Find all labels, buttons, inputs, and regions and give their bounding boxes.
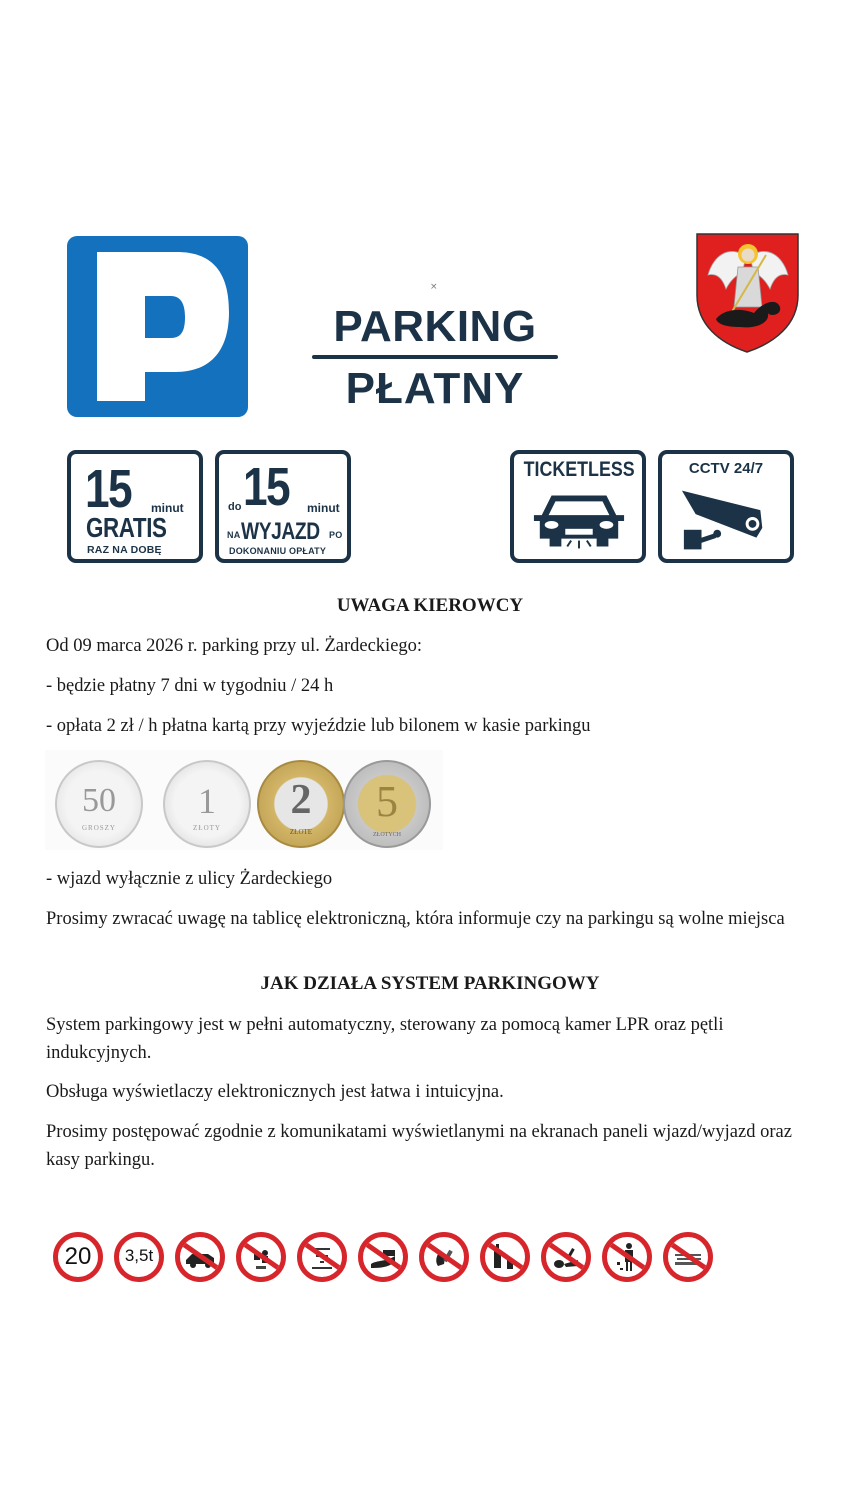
system-paragraph-1: System parkingowy jest w pełni automatyczny, sterowany za pomocą kamer LPR oraz pętli indukcyjnych. (46, 1015, 724, 1063)
tile-number: 15 (85, 459, 131, 519)
title-line-1: PARKING (333, 302, 537, 351)
no-begging-sign (358, 1232, 408, 1282)
notice-entry: - wjazd wyłącznie z ulicy Żardeckiego (46, 869, 333, 889)
no-littering-sign (602, 1232, 652, 1282)
tile-sub: DOKONANIU OPŁATY (229, 546, 327, 556)
coin-5-zlotych: 5 ZŁOTYCH (343, 760, 431, 848)
tile-main-prefix: NA (227, 530, 241, 540)
tile-prefix: do (228, 501, 242, 513)
tile-ticketless (510, 450, 646, 563)
tile-unit: minut (307, 501, 340, 515)
title-line-2: PŁATNY (345, 364, 525, 413)
parking-p-icon (67, 236, 248, 417)
notice-intro: Od 09 marca 2026 r. parking przy ul. Żardeckiego: (46, 636, 423, 656)
notice-item-1: - będzie płatny 7 dni w tygodniu / 24 h (46, 676, 334, 696)
coin-2-zlote: 2 ZŁOTE (257, 760, 345, 848)
system-paragraph-3: Prosimy postępować zgodnie z komunikatami wyświetlanymi na ekranach paneli wjazd/wyjazd oraz kasy parkingu. (46, 1122, 792, 1170)
tile-unit: minut (151, 501, 184, 515)
tile-main: GRATIS (86, 512, 167, 543)
notice-board-info: Prosimy zwracać uwagę na tablicę elektroniczną, która informuje czy na parkingu są wolne miejsca (46, 909, 785, 929)
tile-main-suffix: PO (329, 530, 343, 540)
city-crest-icon (696, 233, 799, 353)
accepted-coins-image (45, 750, 443, 850)
system-paragraph-2: Obsługa wyświetlaczy elektronicznych jest łatwa i intuicyjna. (46, 1082, 504, 1102)
car-icon (530, 488, 628, 552)
no-trading-sign (297, 1232, 347, 1282)
title-divider (312, 355, 558, 359)
speed-limit-20-sign: 20 (53, 1232, 103, 1282)
notice-item-2: - opłata 2 zł / h płatna kartą przy wyjeździe lub bilonem w kasie parkingu (46, 716, 591, 736)
coin-50-groszy: 50 GROSZY (55, 760, 143, 848)
coin-1-zloty: 1 ZŁOTY (163, 760, 251, 848)
no-camping-sign (236, 1232, 286, 1282)
weight-limit-3-5t-sign: 3,5t (114, 1232, 164, 1282)
system-heading: JAK DZIAŁA SYSTEM PARKINGOWY (260, 973, 600, 994)
tile-title: CCTV 24/7 (688, 460, 764, 477)
no-vehicle-repair-sign (175, 1232, 225, 1282)
tile-number: 15 (243, 457, 289, 517)
tile-main: WYJAZD (241, 518, 320, 545)
tile-15-min-exit (215, 450, 351, 563)
no-fire-sign (419, 1232, 469, 1282)
tile-title: TICKETLESS (523, 458, 635, 481)
tile-15-min-free (67, 450, 203, 563)
parking-sign-logo (67, 236, 248, 417)
no-alcohol-sign (480, 1232, 530, 1282)
no-dumping-sign (663, 1232, 713, 1282)
notice-heading: UWAGA KIEROWCY (336, 595, 524, 616)
title-mark: × (430, 282, 438, 292)
no-animal-feeding-sign (541, 1232, 591, 1282)
tile-sub: RAZ NA DOBĘ (87, 544, 162, 556)
camera-icon (678, 484, 776, 554)
tile-cctv (658, 450, 794, 563)
